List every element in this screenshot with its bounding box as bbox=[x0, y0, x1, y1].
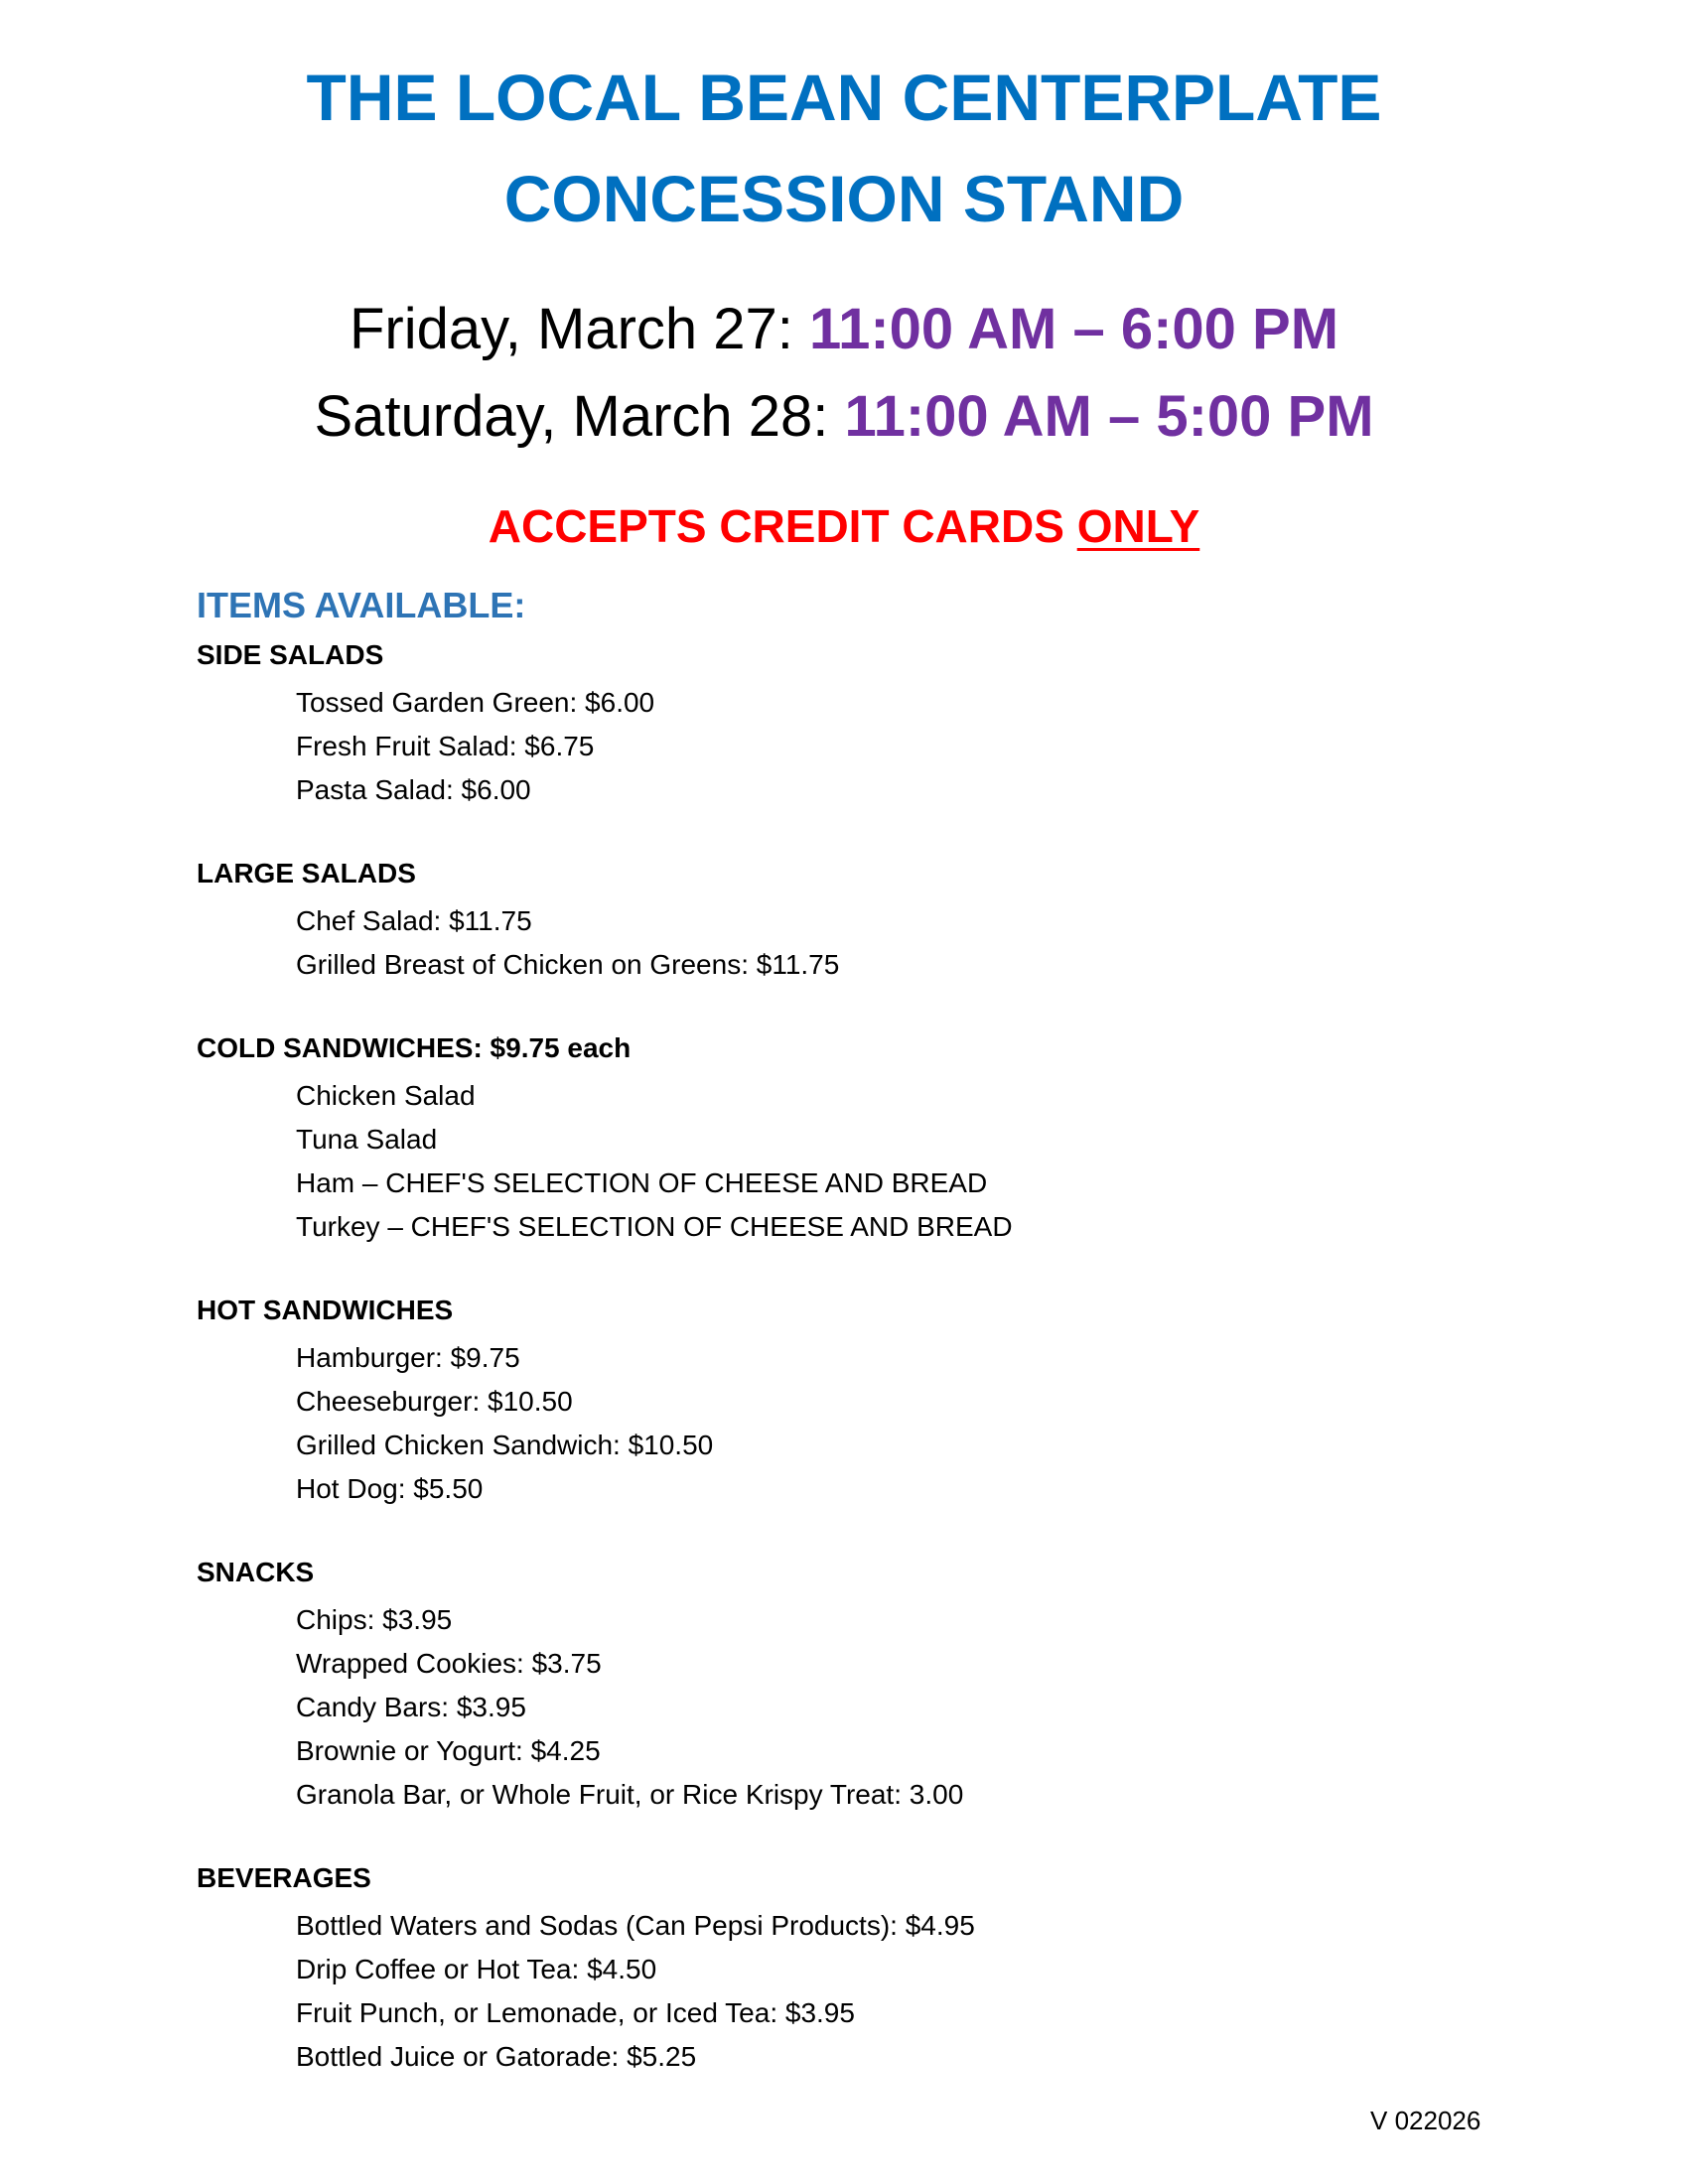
section-title: LARGE SALADS bbox=[197, 858, 416, 888]
hours-friday bbox=[0, 294, 1688, 365]
hours-saturday bbox=[0, 381, 1688, 453]
section-title: COLD SANDWICHES: $9.75 each bbox=[197, 1032, 632, 1063]
menu-item: Chef Salad: $11.75 bbox=[296, 905, 532, 936]
section-hot-sandwiches bbox=[197, 1293, 1487, 1511]
menu-item: Grilled Breast of Chicken on Greens: $11.75 bbox=[296, 949, 840, 980]
menu-item: Pasta Salad: $6.00 bbox=[296, 774, 531, 805]
menu-item: Fruit Punch, or Lemonade, or Iced Tea: $3.95 bbox=[296, 1997, 855, 2028]
menu-item: Grilled Chicken Sandwich: $10.50 bbox=[296, 1430, 714, 1460]
menu-item: Drip Coffee or Hot Tea: $4.50 bbox=[296, 1954, 657, 1984]
section-title: SIDE SALADS bbox=[197, 639, 384, 670]
hours-time: 11:00 AM – 6:00 PM bbox=[809, 297, 1339, 361]
section-title: HOT SANDWICHES bbox=[197, 1295, 454, 1325]
hours-day-label: Friday, March 27: bbox=[349, 297, 810, 361]
menu-item: Fresh Fruit Salad: $6.75 bbox=[296, 731, 595, 761]
section-title: SNACKS bbox=[197, 1557, 315, 1587]
menu-item: Tuna Salad bbox=[296, 1124, 438, 1155]
menu-item: Granola Bar, or Whole Fruit, or Rice Krispy Treat: 3.00 bbox=[296, 1779, 964, 1810]
menu-item: Hot Dog: $5.50 bbox=[296, 1473, 484, 1504]
payment-emphasis: ONLY bbox=[1076, 500, 1200, 552]
page-title-line1: THE LOCAL BEAN CENTERPLATE bbox=[306, 61, 1382, 134]
menu-item: Bottled Juice or Gatorade: $5.25 bbox=[296, 2041, 697, 2072]
items-heading: ITEMS AVAILABLE: bbox=[197, 585, 526, 625]
hours-time: 11:00 AM – 5:00 PM bbox=[844, 384, 1374, 449]
menu-item: Turkey – CHEF'S SELECTION OF CHEESE AND BREAD bbox=[296, 1211, 1013, 1242]
hours-day-label: Saturday, March 28: bbox=[314, 384, 845, 449]
menu-item: Chips: $3.95 bbox=[296, 1604, 453, 1635]
menu-item: Tossed Garden Green: $6.00 bbox=[296, 687, 655, 718]
menu-item: Brownie or Yogurt: $4.25 bbox=[296, 1735, 601, 1766]
version-code: V 022026 bbox=[1370, 2106, 1481, 2135]
section-large-salads bbox=[197, 856, 1487, 987]
section-title: BEVERAGES bbox=[197, 1862, 371, 1893]
section-snacks bbox=[197, 1555, 1487, 1817]
menu-list bbox=[197, 637, 1487, 2122]
menu-item: Cheeseburger: $10.50 bbox=[296, 1386, 573, 1417]
payment-text: ACCEPTS CREDIT CARDS bbox=[488, 500, 1077, 552]
menu-item: Wrapped Cookies: $3.75 bbox=[296, 1648, 602, 1679]
section-side-salads bbox=[197, 637, 1487, 812]
menu-item: Candy Bars: $3.95 bbox=[296, 1692, 526, 1722]
page-title-line2: CONCESSION STAND bbox=[503, 162, 1185, 235]
menu-item: Hamburger: $9.75 bbox=[296, 1342, 520, 1373]
section-beverages bbox=[197, 1860, 1487, 2079]
payment-notice bbox=[0, 498, 1688, 554]
section-cold-sandwiches bbox=[197, 1030, 1487, 1249]
menu-item: Ham – CHEF'S SELECTION OF CHEESE AND BREAD bbox=[296, 1167, 988, 1198]
menu-item: Chicken Salad bbox=[296, 1080, 476, 1111]
menu-item: Bottled Waters and Sodas (Can Pepsi Products): $4.95 bbox=[296, 1910, 975, 1941]
